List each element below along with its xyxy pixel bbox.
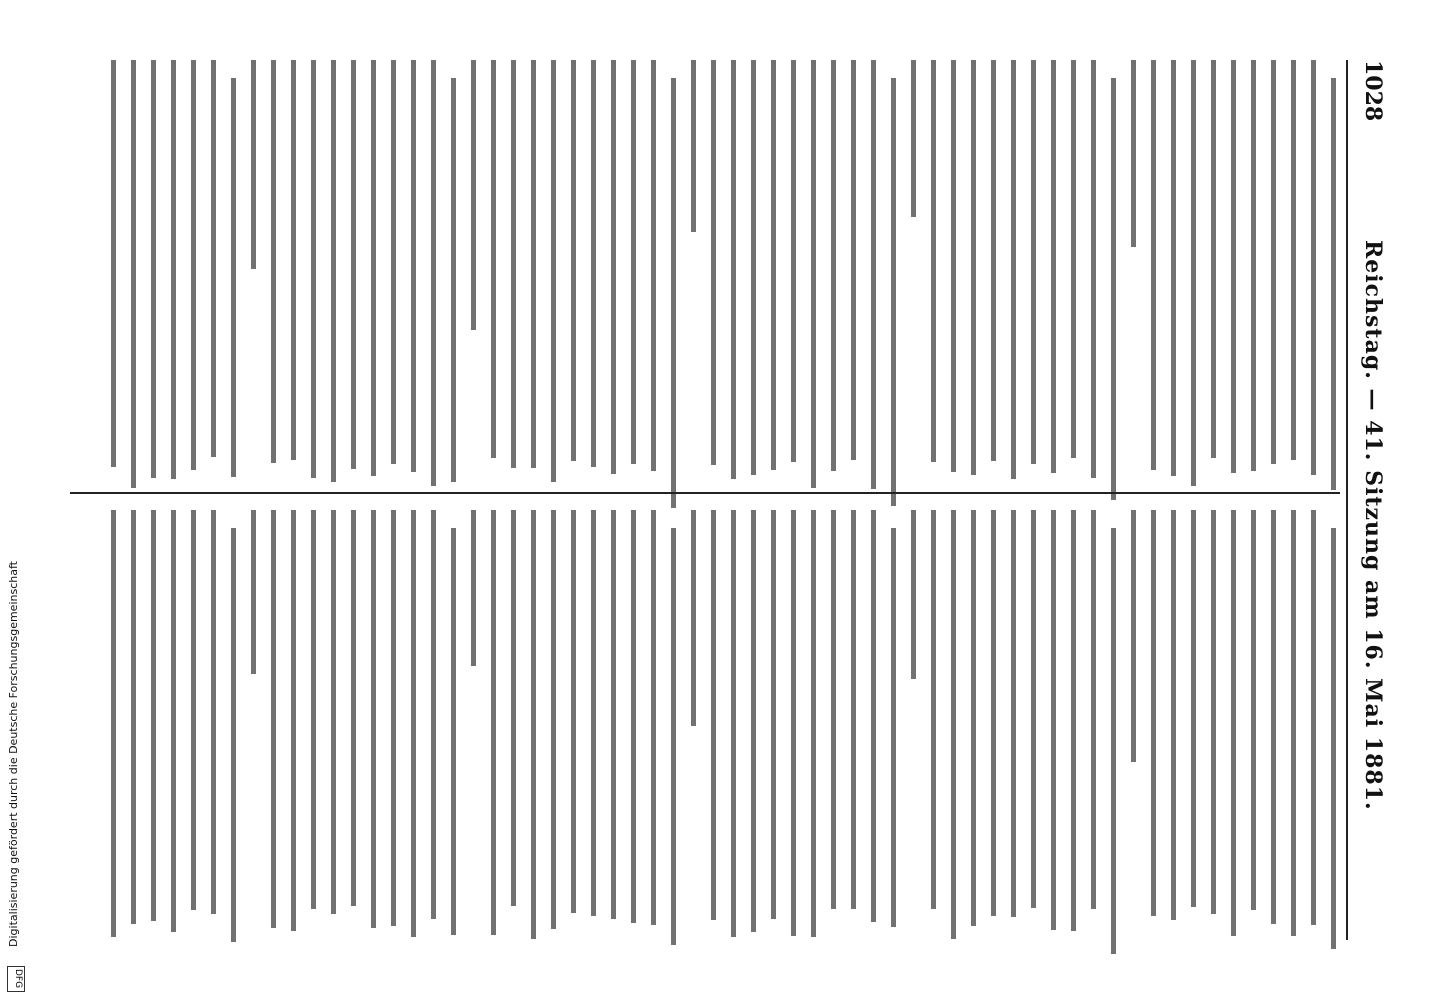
text-line — [231, 528, 236, 942]
text-line — [911, 60, 916, 217]
text-line — [1271, 60, 1276, 464]
text-line — [471, 60, 476, 330]
text-line — [311, 60, 316, 478]
text-line — [811, 510, 816, 937]
text-line — [951, 510, 956, 939]
text-line — [431, 510, 436, 919]
text-line — [931, 60, 936, 462]
text-line — [531, 510, 536, 939]
text-line — [951, 60, 956, 472]
text-line — [1071, 60, 1076, 458]
header-rule — [1346, 60, 1348, 940]
dfg-logo: DFG — [7, 966, 25, 992]
text-line — [791, 510, 796, 936]
text-line — [411, 510, 416, 937]
text-line — [551, 510, 556, 929]
text-line — [711, 510, 716, 920]
text-line — [851, 60, 856, 460]
text-line — [1151, 510, 1156, 916]
text-line — [191, 60, 196, 470]
digitization-footer — [6, 520, 24, 990]
text-line — [251, 510, 256, 674]
text-line — [371, 60, 376, 476]
text-line — [171, 510, 176, 932]
text-line — [591, 60, 596, 467]
page-header — [1352, 60, 1392, 940]
text-line — [331, 60, 336, 482]
text-line — [351, 60, 356, 469]
text-line — [891, 528, 896, 927]
text-line — [551, 60, 556, 482]
text-line — [271, 60, 276, 463]
text-line — [571, 60, 576, 461]
text-line — [111, 510, 116, 937]
text-line — [451, 78, 456, 482]
text-line — [1271, 510, 1276, 924]
page-number: 1028 — [1360, 60, 1386, 122]
text-line — [1091, 60, 1096, 478]
text-line — [1311, 510, 1316, 925]
text-line — [571, 510, 576, 913]
text-line — [471, 510, 476, 666]
text-line — [1031, 510, 1036, 908]
text-line — [1071, 510, 1076, 931]
text-line — [651, 510, 656, 925]
text-line — [1251, 510, 1256, 910]
text-line — [231, 78, 236, 477]
text-line — [1171, 60, 1176, 476]
text-line — [391, 510, 396, 926]
text-line — [1151, 60, 1156, 470]
text-line — [511, 510, 516, 906]
text-line — [1051, 60, 1056, 473]
text-line — [331, 510, 336, 914]
text-line — [1191, 510, 1196, 907]
text-line — [931, 510, 936, 909]
text-line — [1311, 60, 1316, 475]
text-line — [651, 60, 656, 471]
text-line — [371, 510, 376, 928]
text-line — [751, 60, 756, 475]
text-line — [591, 510, 596, 916]
text-line — [1231, 60, 1236, 473]
text-line — [491, 510, 496, 935]
text-line — [491, 60, 496, 458]
text-line — [271, 510, 276, 928]
text-line — [791, 60, 796, 462]
text-line — [351, 510, 356, 906]
text-line — [1091, 510, 1096, 909]
text-line — [891, 78, 896, 506]
text-line — [731, 510, 736, 937]
text-line — [531, 60, 536, 468]
text-line — [251, 60, 256, 269]
text-line — [111, 60, 116, 467]
text-line — [671, 78, 676, 508]
text-line — [711, 60, 716, 465]
page-title: Reichstag. — 41. Sitzung am 16. Mai 1881. — [1360, 240, 1386, 811]
text-line — [1051, 510, 1056, 930]
text-line — [771, 60, 776, 470]
text-line — [1011, 510, 1016, 917]
text-line — [871, 510, 876, 922]
text-line — [511, 60, 516, 468]
text-line — [211, 510, 216, 914]
text-line — [831, 510, 836, 909]
text-line — [751, 510, 756, 932]
digitization-note: Digitalisierung gefördert durch die Deutsche Forschungsgemeinschaft — [7, 561, 20, 947]
text-line — [411, 60, 416, 472]
text-line — [291, 60, 296, 460]
text-line — [451, 528, 456, 935]
text-line — [1231, 510, 1236, 936]
text-line — [191, 510, 196, 910]
text-line — [151, 60, 156, 478]
text-line — [611, 60, 616, 474]
text-line — [971, 510, 976, 926]
text-line — [1331, 528, 1336, 949]
text-line — [871, 60, 876, 489]
text-line — [691, 510, 696, 726]
text-line — [731, 60, 736, 479]
text-line — [1251, 60, 1256, 471]
text-line — [631, 510, 636, 923]
text-line — [151, 510, 156, 921]
text-line — [1331, 78, 1336, 490]
text-line — [1111, 78, 1116, 500]
text-line — [1211, 510, 1216, 914]
text-line — [811, 60, 816, 488]
text-line — [831, 60, 836, 471]
text-line — [1131, 510, 1136, 762]
text-line — [1191, 60, 1196, 486]
text-line — [1111, 528, 1116, 954]
text-line — [311, 510, 316, 909]
column-divider — [70, 492, 1340, 494]
text-line — [1011, 60, 1016, 479]
text-line — [771, 510, 776, 919]
text-line — [431, 60, 436, 486]
text-line — [671, 528, 676, 945]
text-line — [991, 510, 996, 916]
text-line — [971, 60, 976, 475]
text-line — [991, 60, 996, 461]
text-line — [1131, 60, 1136, 247]
text-line — [131, 510, 136, 924]
text-line — [171, 60, 176, 479]
text-line — [391, 60, 396, 464]
text-line — [911, 510, 916, 679]
text-line — [851, 510, 856, 909]
text-line — [1291, 60, 1296, 460]
text-line — [691, 60, 696, 232]
text-column-left — [76, 60, 1336, 490]
text-line — [611, 510, 616, 919]
text-line — [211, 60, 216, 457]
text-line — [1171, 510, 1176, 920]
text-line — [1211, 60, 1216, 458]
text-line — [291, 510, 296, 931]
text-line — [1291, 510, 1296, 936]
text-line — [631, 60, 636, 464]
text-line — [1031, 60, 1036, 464]
text-line — [131, 60, 136, 488]
text-column-right — [76, 510, 1336, 940]
